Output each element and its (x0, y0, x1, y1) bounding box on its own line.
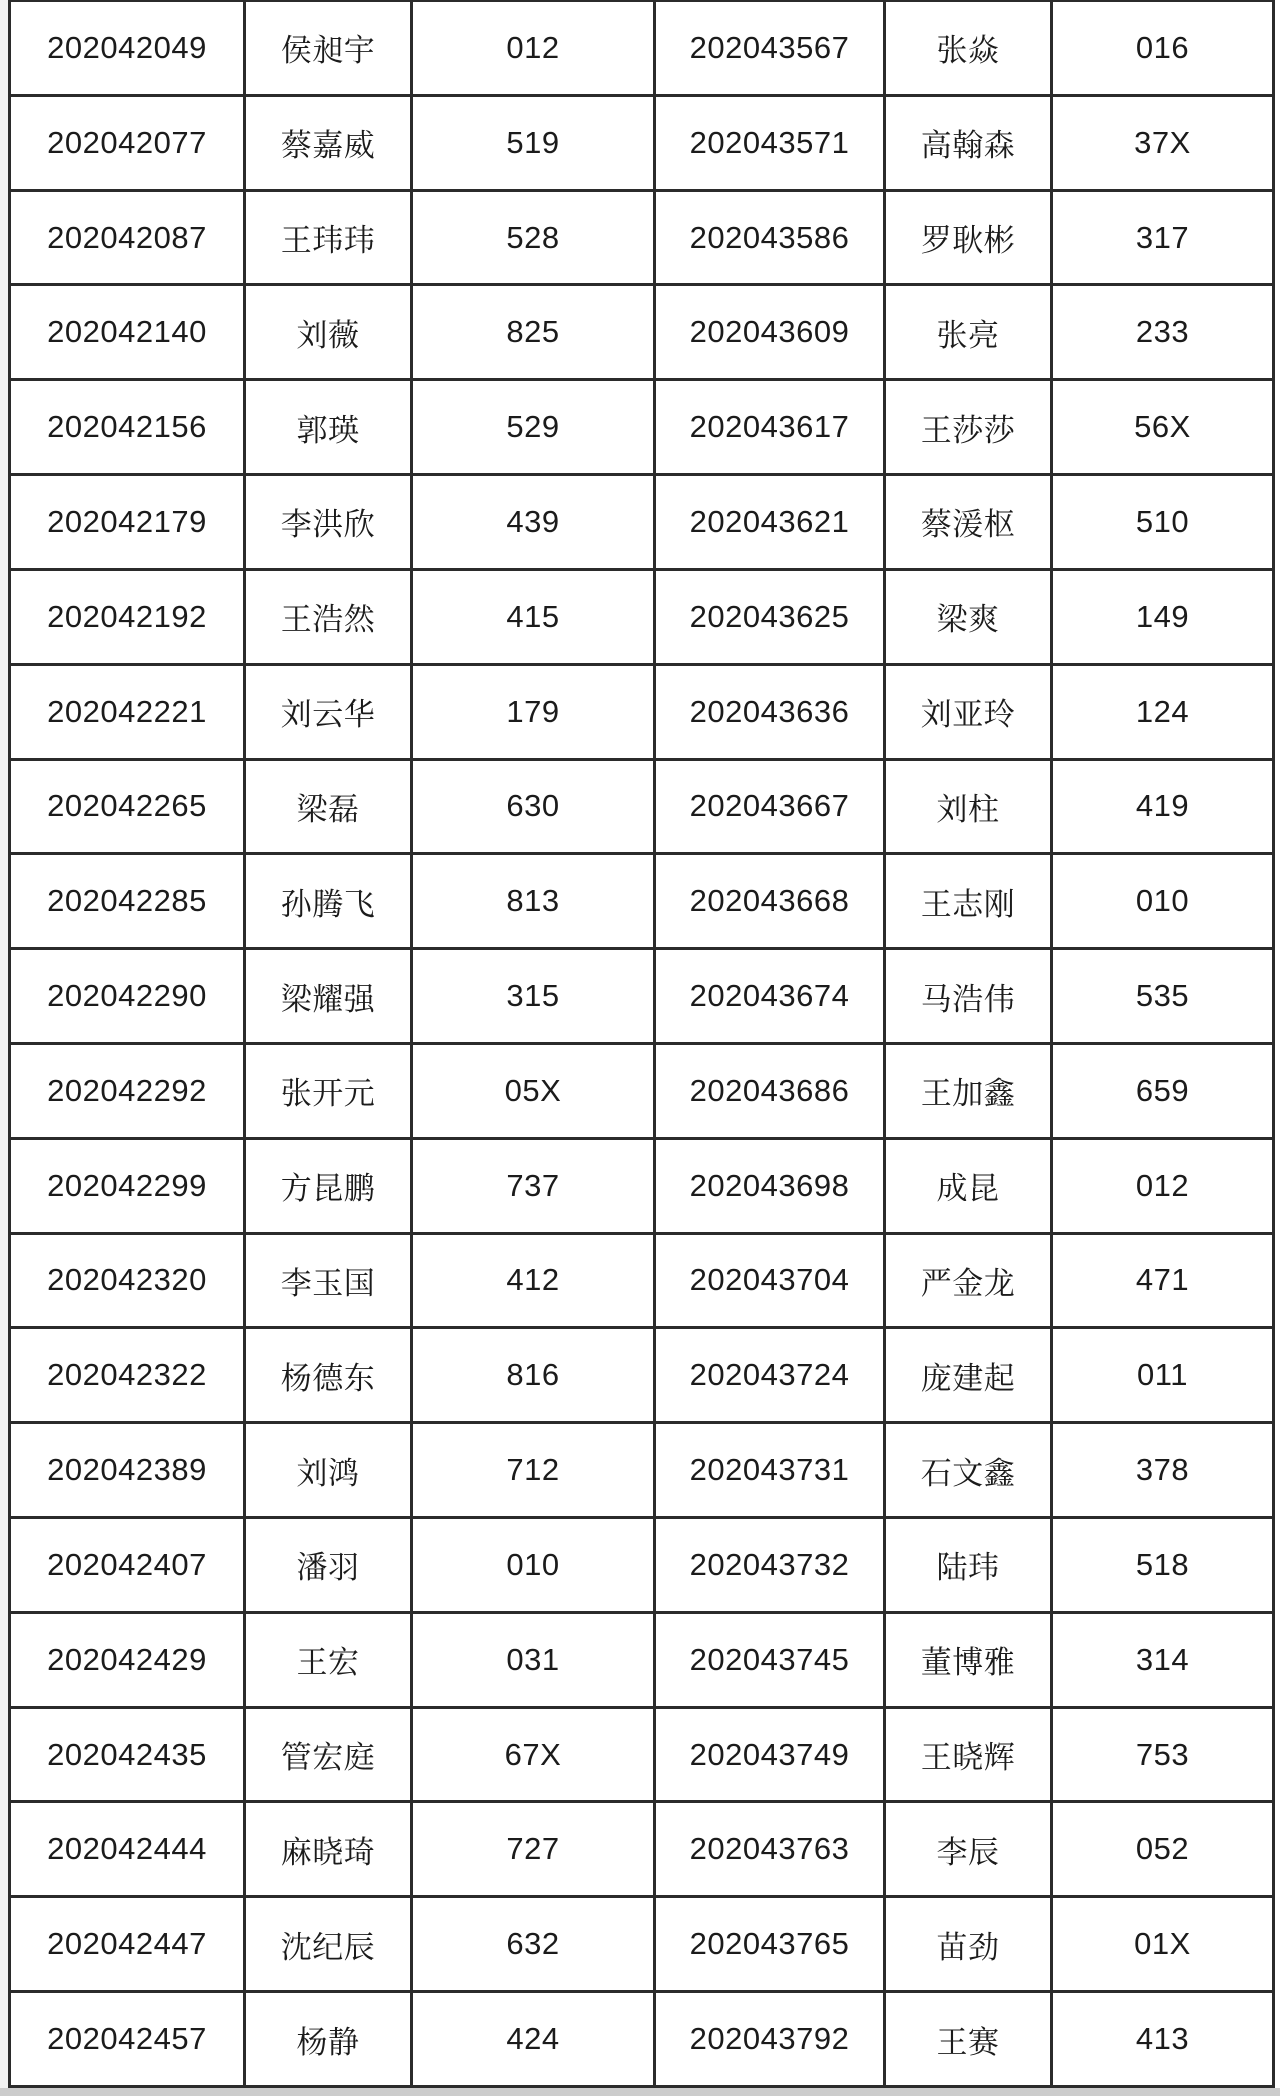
table-cell-id_right: 202043745 (655, 1612, 885, 1707)
table-row (10, 1707, 1274, 1802)
table-cell-code_right: 518 (1052, 1518, 1274, 1613)
table-cell-code_left: 315 (412, 949, 655, 1044)
table-cell-code_right: 124 (1052, 664, 1274, 759)
table-cell-name_left: 麻晓琦 (245, 1802, 412, 1897)
table-row (10, 1992, 1274, 2087)
table-cell-id_right: 202043625 (655, 569, 885, 664)
table-cell-code_right: 149 (1052, 569, 1274, 664)
table-cell-id_right: 202043667 (655, 759, 885, 854)
table-row (10, 1897, 1274, 1992)
table-cell-code_right: 37X (1052, 95, 1274, 190)
table-cell-id_right: 202043636 (655, 664, 885, 759)
roster-table-body (10, 1, 1274, 2087)
table-cell-code_left: 010 (412, 1518, 655, 1613)
table-cell-name_left: 蔡嘉威 (245, 95, 412, 190)
table-cell-name_right: 刘亚玲 (885, 664, 1052, 759)
table-cell-name_right: 王晓辉 (885, 1707, 1052, 1802)
table-cell-name_right: 高翰森 (885, 95, 1052, 190)
table-cell-name_left: 张开元 (245, 1043, 412, 1138)
table-cell-id_left: 202042221 (10, 664, 245, 759)
table-cell-name_right: 蔡湲枢 (885, 475, 1052, 570)
table-cell-id_right: 202043674 (655, 949, 885, 1044)
table-cell-code_right: 413 (1052, 1992, 1274, 2087)
table-row (10, 664, 1274, 759)
table-cell-name_right: 成昆 (885, 1138, 1052, 1233)
table-cell-id_left: 202042290 (10, 949, 245, 1044)
table-cell-name_right: 董博雅 (885, 1612, 1052, 1707)
table-cell-name_right: 梁爽 (885, 569, 1052, 664)
table-cell-code_right: 510 (1052, 475, 1274, 570)
table-row (10, 854, 1274, 949)
table-cell-id_right: 202043724 (655, 1328, 885, 1423)
table-cell-name_left: 梁磊 (245, 759, 412, 854)
table-row (10, 1518, 1274, 1613)
table-row (10, 1612, 1274, 1707)
table-cell-code_right: 052 (1052, 1802, 1274, 1897)
table-row (10, 1423, 1274, 1518)
table-cell-id_left: 202042407 (10, 1518, 245, 1613)
table-row (10, 1043, 1274, 1138)
table-row (10, 475, 1274, 570)
table-row (10, 569, 1274, 664)
table-row (10, 1233, 1274, 1328)
table-cell-code_left: 529 (412, 380, 655, 475)
table-cell-id_right: 202043668 (655, 854, 885, 949)
table-cell-code_left: 519 (412, 95, 655, 190)
table-cell-name_right: 张亮 (885, 285, 1052, 380)
table-cell-id_left: 202042429 (10, 1612, 245, 1707)
table-cell-name_left: 刘鸿 (245, 1423, 412, 1518)
table-cell-id_right: 202043609 (655, 285, 885, 380)
table-cell-id_left: 202042320 (10, 1233, 245, 1328)
table-cell-name_right: 庞建起 (885, 1328, 1052, 1423)
table-cell-name_right: 陆玮 (885, 1518, 1052, 1613)
table-cell-name_left: 李玉国 (245, 1233, 412, 1328)
table-cell-id_right: 202043621 (655, 475, 885, 570)
table-cell-name_right: 王赛 (885, 1992, 1052, 2087)
table-cell-name_right: 李辰 (885, 1802, 1052, 1897)
table-cell-id_left: 202042179 (10, 475, 245, 570)
table-cell-name_right: 王加鑫 (885, 1043, 1052, 1138)
table-row (10, 1138, 1274, 1233)
table-cell-id_left: 202042457 (10, 1992, 245, 2087)
table-cell-id_left: 202042299 (10, 1138, 245, 1233)
table-cell-name_left: 孙腾飞 (245, 854, 412, 949)
table-cell-id_right: 202043567 (655, 1, 885, 96)
table-cell-name_left: 郭瑛 (245, 380, 412, 475)
table-cell-name_left: 管宏庭 (245, 1707, 412, 1802)
table-cell-id_left: 202042077 (10, 95, 245, 190)
table-cell-id_left: 202042435 (10, 1707, 245, 1802)
table-cell-code_right: 378 (1052, 1423, 1274, 1518)
table-cell-id_right: 202043749 (655, 1707, 885, 1802)
table-cell-name_right: 罗耿彬 (885, 190, 1052, 285)
table-cell-name_right: 刘柱 (885, 759, 1052, 854)
table-cell-name_left: 刘薇 (245, 285, 412, 380)
table-cell-id_left: 202042265 (10, 759, 245, 854)
table-cell-code_left: 712 (412, 1423, 655, 1518)
table-row (10, 380, 1274, 475)
table-cell-name_left: 王宏 (245, 1612, 412, 1707)
table-cell-name_right: 王志刚 (885, 854, 1052, 949)
table-row (10, 1802, 1274, 1897)
table-cell-id_right: 202043617 (655, 380, 885, 475)
table-cell-code_right: 317 (1052, 190, 1274, 285)
table-cell-id_left: 202042049 (10, 1, 245, 96)
table-cell-code_right: 016 (1052, 1, 1274, 96)
table-cell-code_left: 632 (412, 1897, 655, 1992)
table-cell-code_left: 424 (412, 1992, 655, 2087)
table-cell-code_right: 659 (1052, 1043, 1274, 1138)
table-cell-name_right: 苗劲 (885, 1897, 1052, 1992)
table-cell-id_right: 202043731 (655, 1423, 885, 1518)
table-cell-code_right: 314 (1052, 1612, 1274, 1707)
table-cell-id_right: 202043686 (655, 1043, 885, 1138)
table-cell-id_left: 202042389 (10, 1423, 245, 1518)
table-cell-name_left: 梁耀强 (245, 949, 412, 1044)
table-cell-id_right: 202043586 (655, 190, 885, 285)
table-cell-name_left: 潘羽 (245, 1518, 412, 1613)
table-cell-id_left: 202042087 (10, 190, 245, 285)
table-cell-id_left: 202042192 (10, 569, 245, 664)
table-cell-name_left: 杨静 (245, 1992, 412, 2087)
table-cell-name_right: 马浩伟 (885, 949, 1052, 1044)
table-cell-code_left: 412 (412, 1233, 655, 1328)
table-cell-id_left: 202042447 (10, 1897, 245, 1992)
table-cell-code_left: 05X (412, 1043, 655, 1138)
table-cell-name_right: 张焱 (885, 1, 1052, 96)
table-cell-id_right: 202043765 (655, 1897, 885, 1992)
table-cell-id_left: 202042444 (10, 1802, 245, 1897)
table-cell-code_left: 415 (412, 569, 655, 664)
table-row (10, 759, 1274, 854)
table-cell-code_left: 813 (412, 854, 655, 949)
table-cell-code_left: 012 (412, 1, 655, 96)
table-cell-id_right: 202043698 (655, 1138, 885, 1233)
table-cell-name_left: 李洪欣 (245, 475, 412, 570)
table-cell-name_left: 杨德东 (245, 1328, 412, 1423)
table-cell-name_left: 方昆鹏 (245, 1138, 412, 1233)
table-cell-code_left: 737 (412, 1138, 655, 1233)
table-cell-code_right: 011 (1052, 1328, 1274, 1423)
table-cell-name_right: 王莎莎 (885, 380, 1052, 475)
table-row (10, 190, 1274, 285)
table-cell-name_left: 沈纪辰 (245, 1897, 412, 1992)
photo-edge-bottom (0, 2088, 1280, 2096)
table-cell-code_right: 535 (1052, 949, 1274, 1044)
table-cell-code_left: 528 (412, 190, 655, 285)
table-cell-id_left: 202042156 (10, 380, 245, 475)
table-cell-code_right: 56X (1052, 380, 1274, 475)
table-cell-code_left: 630 (412, 759, 655, 854)
table-cell-id_left: 202042292 (10, 1043, 245, 1138)
table-cell-id_left: 202042140 (10, 285, 245, 380)
table-cell-code_right: 010 (1052, 854, 1274, 949)
table-cell-code_left: 179 (412, 664, 655, 759)
table-row (10, 285, 1274, 380)
table-cell-code_left: 67X (412, 1707, 655, 1802)
table-row (10, 949, 1274, 1044)
table-cell-id_right: 202043704 (655, 1233, 885, 1328)
table-cell-code_left: 727 (412, 1802, 655, 1897)
table-cell-code_right: 01X (1052, 1897, 1274, 1992)
table-cell-code_right: 753 (1052, 1707, 1274, 1802)
table-cell-code_left: 439 (412, 475, 655, 570)
table-cell-id_right: 202043763 (655, 1802, 885, 1897)
table-row (10, 1328, 1274, 1423)
table-cell-code_right: 419 (1052, 759, 1274, 854)
table-cell-name_left: 侯昶宇 (245, 1, 412, 96)
photo-edge-left (0, 0, 8, 2096)
table-cell-id_left: 202042285 (10, 854, 245, 949)
table-cell-name_right: 严金龙 (885, 1233, 1052, 1328)
table-row (10, 95, 1274, 190)
table-cell-name_left: 王浩然 (245, 569, 412, 664)
table-cell-code_right: 233 (1052, 285, 1274, 380)
roster-table (8, 0, 1275, 2088)
table-cell-code_right: 012 (1052, 1138, 1274, 1233)
table-cell-name_left: 王玮玮 (245, 190, 412, 285)
table-cell-id_right: 202043792 (655, 1992, 885, 2087)
table-cell-code_left: 825 (412, 285, 655, 380)
table-cell-name_right: 石文鑫 (885, 1423, 1052, 1518)
table-cell-name_left: 刘云华 (245, 664, 412, 759)
table-cell-id_left: 202042322 (10, 1328, 245, 1423)
table-cell-code_left: 816 (412, 1328, 655, 1423)
table-cell-code_right: 471 (1052, 1233, 1274, 1328)
table-cell-id_right: 202043732 (655, 1518, 885, 1613)
table-cell-id_right: 202043571 (655, 95, 885, 190)
table-cell-code_left: 031 (412, 1612, 655, 1707)
table-row (10, 1, 1274, 96)
